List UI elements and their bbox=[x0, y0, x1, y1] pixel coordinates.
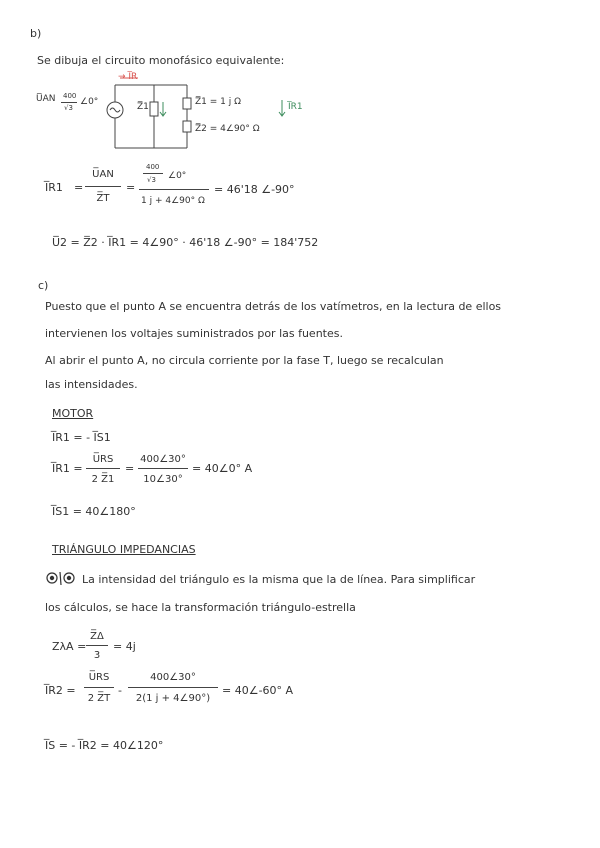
eq-ir1-den2: 1 j + 4∠90° Ω bbox=[141, 196, 205, 206]
motor-eq2-lhs: I̅R1 = bbox=[52, 462, 83, 475]
triangle-eq2-den: 2 Z̅T bbox=[87, 693, 111, 704]
eq-u2: U̅2 = Z̅2 · I̅R1 = 4∠90° · 46'18 ∠-90° = 184'752 bbox=[52, 236, 319, 249]
triangle-eq2-lhs: I̅R2 = bbox=[45, 684, 76, 697]
eq-ir1-num2-a: 400 bbox=[146, 163, 160, 171]
triangle-note-line2: los cálculos, se hace la transformación triángulo-estrella bbox=[45, 601, 356, 614]
motor-eq2-num2: 400∠30° bbox=[140, 454, 186, 465]
equals-sign: = bbox=[74, 181, 84, 194]
motor-eq2-den: 2 Z̅1 bbox=[91, 474, 115, 485]
eq-ir1-den: Z̅T bbox=[96, 193, 110, 204]
source-voltage-lhs: U̅AN bbox=[36, 94, 56, 104]
source-voltage-angle: ∠0° bbox=[80, 97, 99, 107]
motor-eq3: I̅S1 = 40∠180° bbox=[52, 505, 136, 518]
eq-ir1-lhs: I̅R1 bbox=[45, 181, 63, 194]
fraction-bar bbox=[86, 645, 108, 646]
minus-sign: - bbox=[118, 684, 122, 697]
equals-sign: = bbox=[126, 181, 136, 194]
section-c-label: c) bbox=[38, 279, 49, 292]
triangle-eq3: I̅S = - I̅R2 = 40∠120° bbox=[45, 739, 164, 752]
motor-eq2-result: = 40∠0° A bbox=[192, 462, 253, 475]
z1-branch-label: Z̅1 bbox=[137, 102, 149, 112]
equals-sign: = bbox=[125, 462, 135, 475]
motor-eq2-den2: 10∠30° bbox=[143, 474, 183, 485]
ir1-arrow-label: I̅R1 bbox=[288, 102, 303, 112]
triangle-note-line1: La intensidad del triángulo es la misma que la de línea. Para simplificar bbox=[82, 573, 476, 586]
section-b-intro: Se dibuja el circuito monofásico equivalente: bbox=[37, 54, 285, 67]
z1-value-label: Z̅1 = 1 j Ω bbox=[195, 97, 241, 107]
triangle-eq1-result: = 4j bbox=[113, 640, 136, 653]
triangle-eq2-num2: 400∠30° bbox=[150, 672, 196, 683]
triangle-eq2-result: = 40∠-60° A bbox=[222, 684, 294, 697]
triangle-eq1-den: 3 bbox=[93, 650, 101, 661]
source-voltage-num: 400 bbox=[63, 92, 77, 100]
eq-ir1-result: = 46'18 ∠-90° bbox=[214, 183, 295, 196]
triangle-heading: TRIÁNGULO IMPEDANCIAS bbox=[52, 543, 196, 556]
eq-ir1-num2-b: √3 bbox=[147, 176, 156, 184]
triangle-eq1-num: Z̅Δ bbox=[90, 631, 104, 642]
source-voltage-den: √3 bbox=[64, 104, 73, 112]
motor-eq2-num: U̅RS bbox=[92, 454, 114, 465]
para1-line1: Puesto que el punto A se encuentra detrás de los vatímetros, en la lectura de ellos bbox=[45, 300, 502, 313]
motor-heading: MOTOR bbox=[52, 407, 94, 420]
z2-value-label: Z̅2 = 4∠90° Ω bbox=[195, 124, 260, 134]
motor-eq1: I̅R1 = - I̅S1 bbox=[52, 431, 111, 444]
fraction-bar bbox=[128, 687, 218, 688]
eq-ir1-num2-angle: ∠0° bbox=[168, 171, 187, 181]
triangle-eq2-den2: 2(1 j + 4∠90°) bbox=[135, 693, 211, 704]
triangle-eq2-num: U̅RS bbox=[88, 672, 110, 683]
para1-line2: intervienen los voltajes suministrados por las fuentes. bbox=[45, 327, 343, 340]
current-arrow-label: → I̅R bbox=[118, 72, 138, 82]
para2-line1: Al abrir el punto A, no circula corriente por la fase T, luego se recalculan bbox=[45, 354, 444, 367]
section-b-label: b) bbox=[30, 27, 42, 40]
triangle-eq1-lhs: ZλA = bbox=[52, 640, 87, 653]
fraction-bar bbox=[84, 687, 114, 688]
para2-line2: las intensidades. bbox=[45, 378, 138, 391]
eq-ir1-num: U̅AN bbox=[92, 169, 114, 180]
